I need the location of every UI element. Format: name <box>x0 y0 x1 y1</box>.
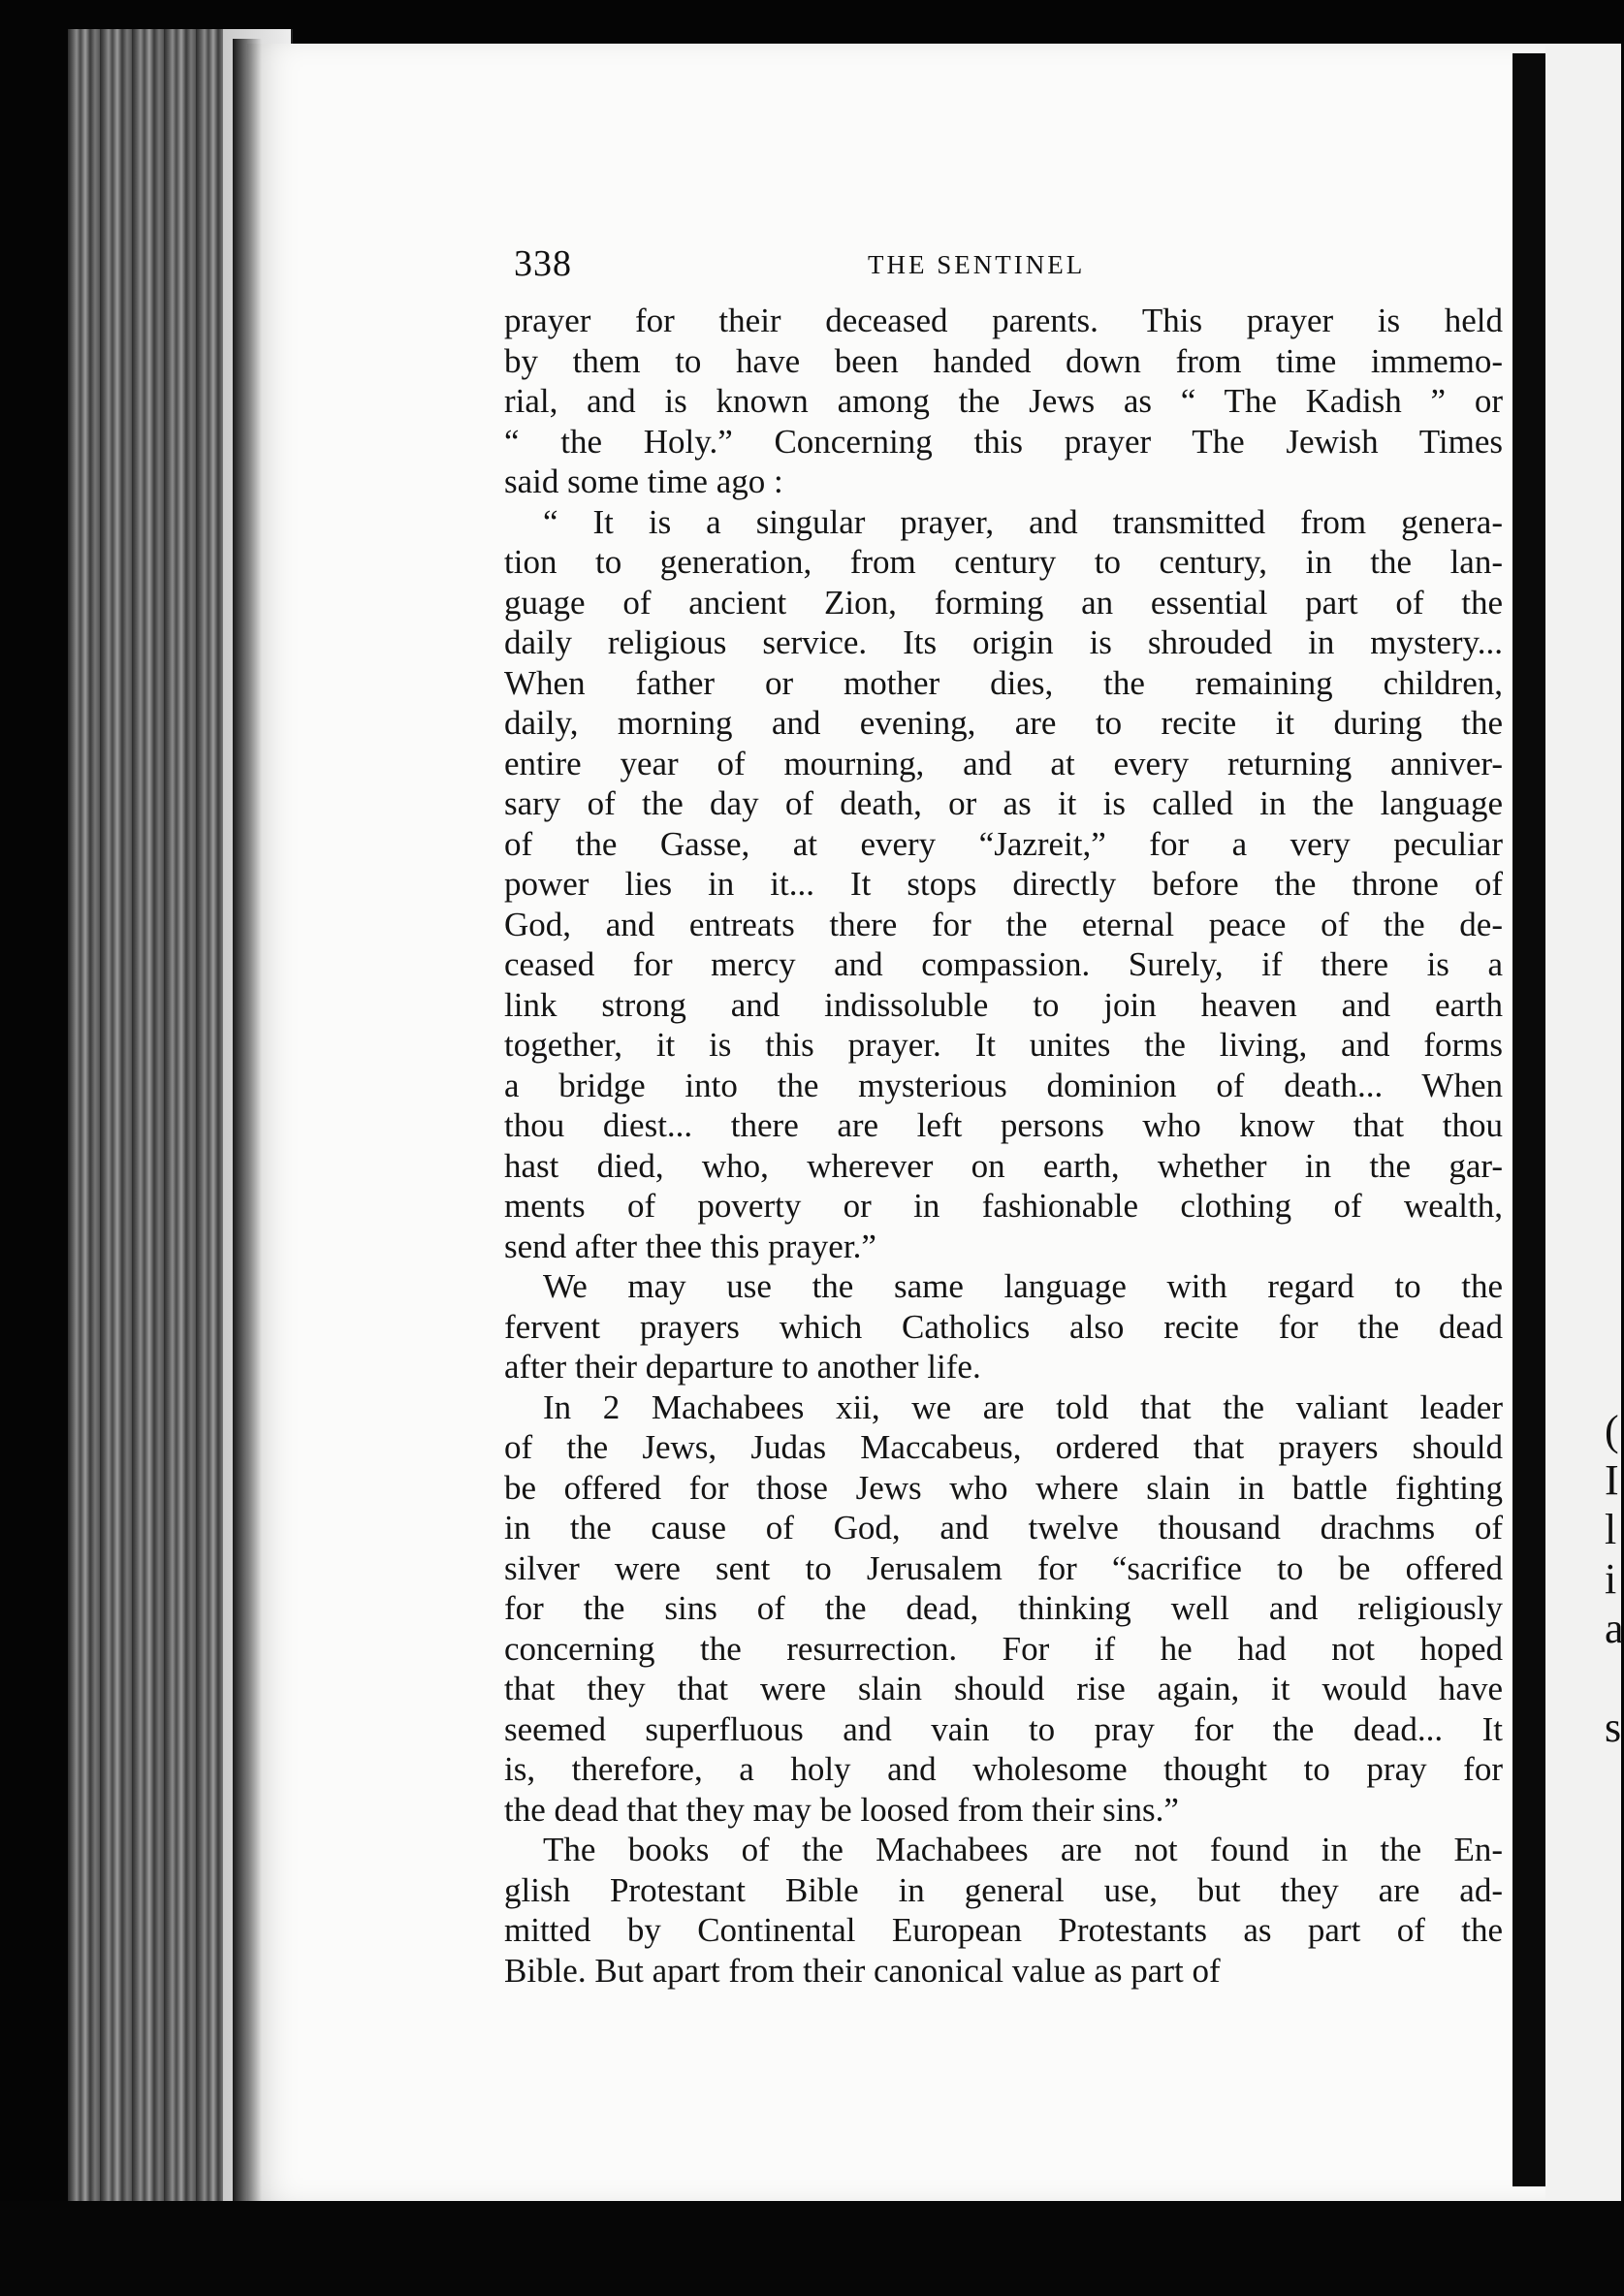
text-line: glish Protestant Bible in general use, but they are ad- <box>504 1870 1503 1909</box>
text-line: seemed superfluous and vain to pray for the dead... It <box>504 1709 1503 1748</box>
text-line: “ the Holy.” Concerning this prayer The Jewish Times <box>504 422 1503 461</box>
text-line: hast died, who, wherever on earth, whether in the gar- <box>504 1146 1503 1185</box>
text-line: daily religious service. Its origin is shrouded in mystery... <box>504 623 1503 661</box>
paragraph <box>504 301 1503 502</box>
text-line: fervent prayers which Catholics also recite for the dead <box>504 1307 1503 1346</box>
text-line: ceased for mercy and compassion. Surely, if there is a <box>504 945 1503 983</box>
text-line: “ It is a singular prayer, and transmitted from genera- <box>543 502 1503 541</box>
text-line: after their departure to another life. <box>504 1348 981 1386</box>
text-line: We may use the same language with regard to the <box>543 1267 1503 1305</box>
paragraph <box>504 502 1503 1267</box>
text-line: In 2 Machabees xii, we are told that the valiant leader <box>543 1387 1503 1426</box>
text-line: said some time ago : <box>504 462 783 500</box>
text-line: be offered for those Jews who where slain in battle fighting <box>504 1468 1503 1507</box>
facing-page-text <box>1605 1406 1624 1752</box>
text-line: link strong and indissoluble to join heaven and earth <box>504 985 1503 1024</box>
page-header <box>514 242 1503 284</box>
text-line: together, it is this prayer. It unites the living, and forms <box>504 1026 1503 1064</box>
text-line: guage of ancient Zion, forming an essential part of the <box>504 583 1503 622</box>
facing-page-char: I <box>1605 1456 1619 1504</box>
text-line: daily, morning and evening, are to recite it during the <box>504 704 1503 742</box>
text-line: is, therefore, a holy and wholesome thought to pray for <box>504 1750 1503 1788</box>
text-line: God, and entreats there for the eternal peace of the de- <box>504 905 1503 943</box>
text-line: send after thee this prayer.” <box>504 1227 876 1265</box>
text-line: power lies in it... It stops directly before the throne of <box>504 865 1503 903</box>
facing-page-char: i <box>1605 1555 1617 1603</box>
text-line: ments of poverty or in fashionable clothing of wealth, <box>504 1187 1503 1225</box>
text-line: concerning the resurrection. For if he had not hoped <box>504 1629 1503 1668</box>
text-line: The books of the Machabees are not found in the En- <box>543 1831 1503 1868</box>
body-text <box>504 301 1503 1991</box>
text-line: prayer for their deceased parents. This prayer is held <box>504 302 1503 339</box>
bottom-background <box>0 2201 1621 2296</box>
page-number: 338 <box>514 243 572 284</box>
text-line: by them to have been handed down from time immemo- <box>504 341 1503 380</box>
text-line: tion to generation, from century to century, in the lan- <box>504 543 1503 581</box>
facing-page <box>1545 44 1621 2201</box>
spine-shadow <box>233 39 262 2201</box>
text-line: Bible. But apart from their canonical value as part of <box>504 1951 1221 1990</box>
text-line: When father or mother dies, the remaining children, <box>504 663 1503 702</box>
facing-page-char: ( <box>1605 1407 1619 1454</box>
text-line: the dead that they may be loosed from their sins.” <box>504 1790 1179 1829</box>
text-line: rial, and is known among the Jews as “ The Kadish ” or <box>504 382 1503 420</box>
text-line: silver were sent to Jerusalem for “sacrifice to be offered <box>504 1548 1503 1587</box>
facing-page-char: s <box>1605 1704 1622 1751</box>
text-line: for the sins of the dead, thinking well and religiously <box>504 1589 1503 1627</box>
paragraph <box>504 1830 1503 1991</box>
text-line: entire year of mourning, and at every returning anniver- <box>504 744 1503 782</box>
paragraph <box>504 1266 1503 1387</box>
facing-page-char: l <box>1605 1506 1617 1553</box>
text-line: of the Gasse, at every “Jazreit,” for a very peculiar <box>504 824 1503 863</box>
text-line: a bridge into the mysterious dominion of death... When <box>504 1066 1503 1104</box>
text-line: in the cause of God, and twelve thousand drachms of <box>504 1509 1503 1547</box>
facing-page-char: a <box>1605 1605 1624 1652</box>
facing-page-char <box>1605 1653 1624 1703</box>
text-line: mitted by Continental European Protestants as part of the <box>504 1911 1503 1949</box>
binding-gutter <box>1513 53 1545 2186</box>
text-line: sary of the day of death, or as it is called in the language <box>504 784 1503 822</box>
text-line: thou diest... there are left persons who know that thou <box>504 1106 1503 1144</box>
paragraph <box>504 1387 1503 1831</box>
text-line: that they that were slain should rise again, it would have <box>504 1670 1503 1707</box>
text-line: of the Jews, Judas Maccabeus, ordered that prayers should <box>504 1428 1503 1466</box>
running-head: THE SENTINEL <box>868 250 1086 279</box>
